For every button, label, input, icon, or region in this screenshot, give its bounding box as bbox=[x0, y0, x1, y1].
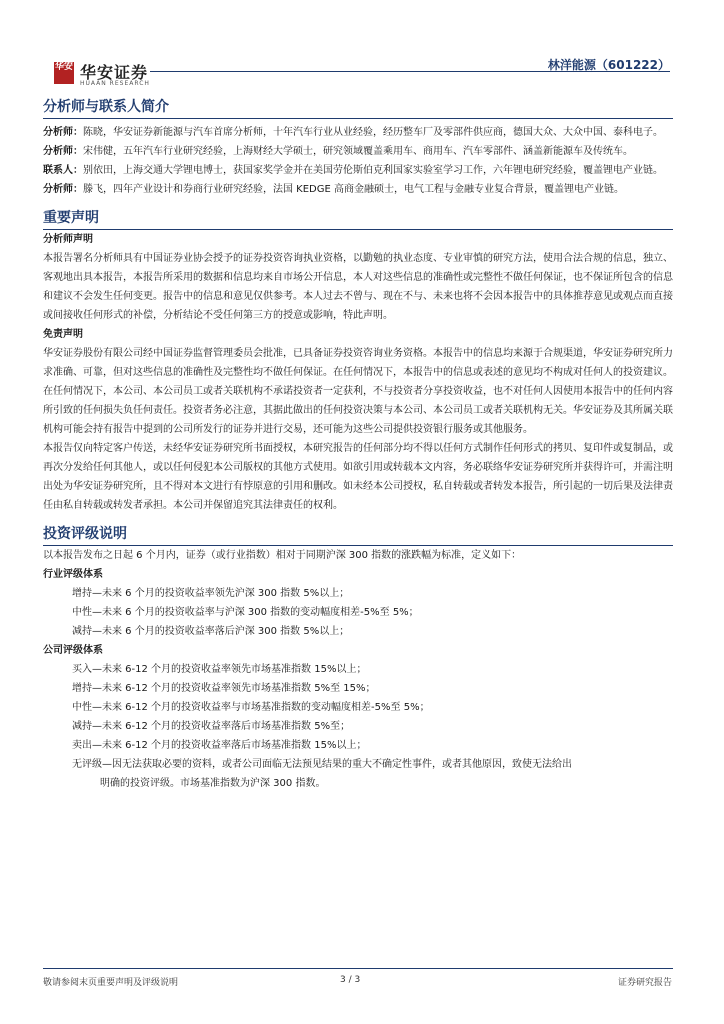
industry-rating-title: 行业评级体系 bbox=[43, 569, 103, 580]
company-rating-item: 增持—未来 6-12 个月的投资收益率领先市场基准指数 5%至 15%； bbox=[72, 683, 376, 694]
analyst-item bbox=[43, 180, 673, 199]
page-content bbox=[43, 98, 673, 793]
analyst-text: 陈晓，华安证券新能源与汽车首席分析师，十年汽车行业从业经验，经历整车厂及零部件供应商，德国大众、大众中国、泰科电子。 bbox=[83, 127, 663, 138]
industry-rating-item: 增持—未来 6 个月的投资收益率领先沪深 300 指数 5%以上； bbox=[72, 588, 350, 599]
logo-name: 华安证券 bbox=[80, 63, 149, 82]
analyst-statement-title: 分析师声明 bbox=[43, 234, 93, 245]
exemption-title: 免责声明 bbox=[43, 329, 83, 340]
huaan-logo-icon: 华安 bbox=[54, 62, 74, 84]
analyst-item bbox=[43, 161, 673, 180]
company-rating-item: 中性—未来 6-12 个月的投资收益率与市场基准指数的变动幅度相差-5%至 5%； bbox=[72, 702, 430, 713]
analyst-section-title: 分析师与联系人简介 bbox=[43, 98, 673, 119]
analyst-label: 分析师： bbox=[43, 146, 83, 157]
exemption-paragraph-2: 本报告仅向特定客户传送，未经华安证券研究所书面授权，本研究报告的任何部分均不得以任何方式制作任何形式的拷贝、复印件或复制品，或再次分发给任何其他人，或以任何侵犯本公司版权的其他方式使用。如欲引用或转载本文内容，务必联络华安证券研究所并获得许可，并需注明出处为华安证券研究所，且不得对本文进行有悖原意的引用和删改。如未经本公司授权，私自转载或者转发本报告，所引起的一切后果及法律责任由私自转载或转发者承担。本公司并保留追究其法律责任的权利。 bbox=[43, 443, 673, 511]
industry-rating-item: 减持—未来 6 个月的投资收益率落后沪深 300 指数 5%以上； bbox=[72, 626, 350, 637]
contact-label: 联系人： bbox=[43, 165, 83, 176]
industry-rating-item: 中性—未来 6 个月的投资收益率与沪深 300 指数的变动幅度相差-5%至 5%； bbox=[72, 607, 419, 618]
report-company-tag: 林洋能源（601222） bbox=[547, 58, 670, 72]
contact-text: 别依田，上海交通大学锂电博士，获国家奖学金并在美国劳伦斯伯克利国家实验室学习工作，六年锂电研究经验，覆盖锂电产业链。 bbox=[83, 165, 663, 176]
analyst-label: 分析师： bbox=[43, 127, 83, 138]
company-rating-item: 买入—未来 6-12 个月的投资收益率领先市场基准指数 15%以上； bbox=[72, 664, 367, 675]
company-rating-item: 卖出—未来 6-12 个月的投资收益率落后市场基准指数 15%以上； bbox=[72, 740, 367, 751]
analyst-statement-text: 本报告署名分析师具有中国证券业协会授予的证券投资咨询执业资格，以勤勉的执业态度、专业审慎的研究方法，使用合法合规的信息，独立、客观地出具本报告，本报告所采用的数据和信息均来自市场公开信息，本人对这些信息的准确性或完整性不做任何保证，也不保证所包含的信息和建议不会发生任何变更。报告中的信息和意见仅供参考。本人过去不曾与、现在不与、未来也将不会因本报告中的具体推荐意见或观点而直接或间接收任何形式的补偿，分析结论不受任何第三方的授意或影响，特此声明。 bbox=[43, 253, 673, 321]
page-number: 3 / 3 bbox=[340, 975, 361, 985]
analyst-item bbox=[43, 142, 673, 161]
footer-divider bbox=[43, 968, 673, 969]
footer-note: 敬请参阅末页重要声明及评级说明 bbox=[43, 978, 179, 988]
company-rating-title: 公司评级体系 bbox=[43, 645, 103, 656]
no-rating-line-1: 无评级—因无法获取必要的资料，或者公司面临无法预见结果的重大不确定性事件，或者其他原因，致使无法给出 bbox=[72, 759, 572, 770]
exemption-paragraph-1: 华安证券股份有限公司经中国证券监督管理委员会批准，已具备证券投资咨询业务资格。本报告中的信息均来源于合规渠道，华安证券研究所力求准确、可靠，但对这些信息的准确性及完整性均不做任何保证。在任何情况下，本报告中的信息或表述的意见均不构成对任何人的投资建议。在任何情况下，本公司、本公司员工或者关联机构不承诺投资者一定获利，不与投资者分享投资收益，也不对任何人因使用本报告中的任何内容所引致的任何损失负任何责任。投资者务必注意，其据此做出的任何投资决策与本公司、本公司员工或者关联机构无关。华安证券及其所属关联机构可能会持有报告中提到的公司所发行的证券并进行交易，还可能为这些公司提供投资银行服务或其他服务。 bbox=[43, 348, 673, 435]
analyst-text: 宋伟健，五年汽车行业研究经验，上海财经大学硕士，研究领域覆盖乘用车、商用车、汽车零部件、涵盖新能源车及传统车。 bbox=[83, 146, 633, 157]
rating-intro: 以本报告发布之日起 6 个月内，证券（或行业指数）相对于同期沪深 300 指数的涨跌幅为标准，定义如下： bbox=[43, 550, 522, 561]
no-rating-line-2: 明确的投资评级。市场基准指数为沪深 300 指数。 bbox=[100, 778, 326, 789]
page-header bbox=[0, 0, 724, 95]
disclaimer-section-title: 重要声明 bbox=[43, 209, 673, 230]
rating-section-title: 投资评级说明 bbox=[43, 525, 673, 546]
analyst-text: 滕飞，四年产业设计和券商行业研究经验，法国 KEDGE 高商金融硕士，电气工程与金融专业复合背景，覆盖锂电产业链。 bbox=[83, 184, 625, 195]
analyst-item bbox=[43, 123, 673, 142]
footer-report-type: 证券研究报告 bbox=[617, 978, 672, 988]
analyst-label: 分析师： bbox=[43, 184, 83, 195]
logo-subtitle: HUAAN RESEARCH bbox=[80, 80, 150, 87]
company-rating-item: 减持—未来 6-12 个月的投资收益率落后市场基准指数 5%至； bbox=[72, 721, 351, 732]
